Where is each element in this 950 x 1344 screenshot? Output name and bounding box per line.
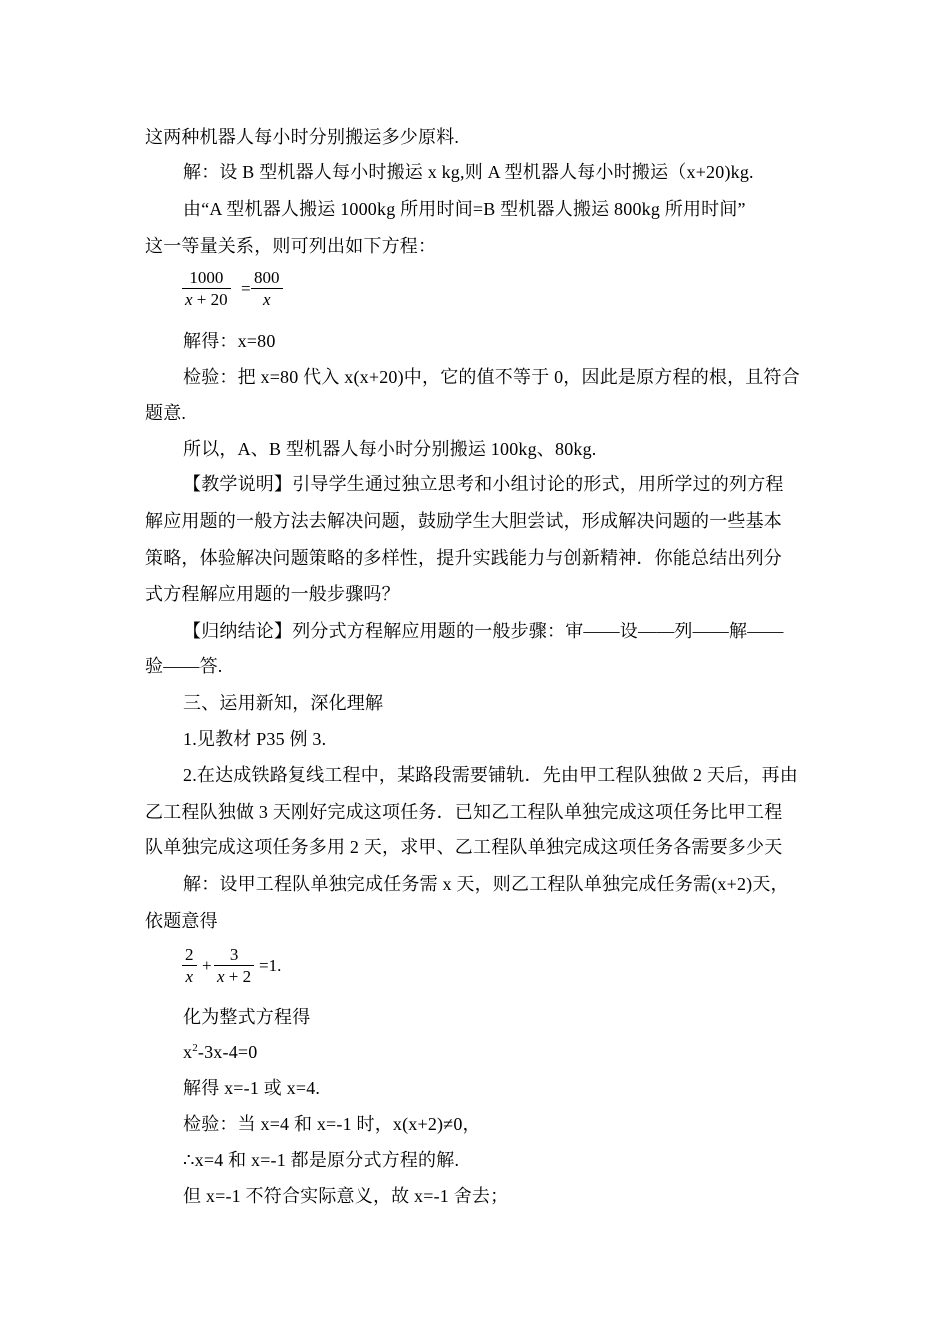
fraction-numerator: 2: [185, 945, 194, 964]
text-line: 依题意得: [145, 911, 218, 931]
fraction-left: [182, 268, 231, 311]
text-line: 题意.: [145, 403, 187, 423]
fraction-denominator: [214, 966, 254, 988]
text-line: 解应用题的一般方法去解决问题，鼓励学生大胆尝试，形成解决问题的一些基本: [145, 511, 782, 531]
term: -3x-4=0: [197, 1042, 258, 1062]
text-line: 但 x=-1 不符合实际意义，故 x=-1 舍去；: [183, 1186, 509, 1206]
fraction-numerator: 800: [254, 268, 280, 287]
text-line: 1.见教材 P35 例 3.: [183, 729, 327, 749]
text-line: 检验：把 x=80 代入 x(x+20)中，它的值不等于 0，因此是原方程的根，且符合: [183, 367, 800, 387]
plus-sign: +: [202, 956, 212, 975]
text-line: 化为整式方程得: [183, 1007, 311, 1027]
variable: x: [262, 290, 271, 309]
text-line: 策略，体验解决问题策略的多样性，提升实践能力与创新精神．你能总结出列分: [145, 548, 782, 568]
fraction-second: [214, 945, 254, 988]
fraction-numerator: 1000: [189, 268, 224, 287]
section-heading: 三、运用新知，深化理解: [183, 693, 384, 713]
text-line: 这两种机器人每小时分别搬运多少原料.: [145, 127, 460, 147]
text-line: 解：设甲工程队单独完成任务需 x 天，则乙工程队单独完成任务需(x+2)天，: [183, 874, 789, 894]
text-line: 解得：x=80: [183, 331, 276, 351]
fraction-denominator: [182, 289, 231, 311]
text-line: 【教学说明】引导学生通过独立思考和小组讨论的形式，用所学过的列方程: [183, 474, 784, 494]
text-line: 验——答.: [145, 656, 223, 676]
variable: x: [185, 290, 193, 309]
denominator-rest: + 2: [224, 967, 252, 986]
text-line: 所以，A、B 型机器人每小时分别搬运 100kg、80kg.: [183, 439, 597, 459]
variable: x: [185, 967, 194, 986]
text-line: 解：设 B 型机器人每小时搬运 x kg,则 A 型机器人每小时搬运（x+20)kg.: [183, 162, 754, 182]
fraction-numerator: 3: [229, 945, 239, 964]
text-line: 队单独完成这项任务多用 2 天，求甲、乙工程队单独完成这项任务各需要多少天: [145, 837, 783, 857]
text-line: 乙工程队独做 3 天刚好完成这项任务．已知乙工程队单独完成这项任务比甲工程: [145, 802, 783, 822]
text-line: 检验：当 x=4 和 x=-1 时，x(x+2)≠0，: [183, 1114, 481, 1134]
variable: x: [217, 967, 225, 986]
equals-sign: =: [241, 279, 251, 298]
text-line: 式方程解应用题的一般步骤吗？: [145, 584, 400, 604]
text-line: 这一等量关系，则可列出如下方程：: [145, 236, 437, 256]
text-line: 2.在达成铁路复线工程中，某路段需要铺轨．先由甲工程队独做 2 天后，再由: [183, 765, 798, 785]
fraction-denominator: [260, 289, 274, 311]
term: x: [183, 1042, 193, 1062]
denominator-rest: + 20: [192, 290, 228, 309]
text-line: 【归纳结论】列分式方程解应用题的一般步骤：审——设——列——解——: [183, 621, 784, 641]
text-line: 解得 x=-1 或 x=4.: [183, 1078, 321, 1098]
fraction-right: [251, 268, 283, 311]
equals-one: =1.: [259, 956, 282, 975]
text-line: ∴x=4 和 x=-1 都是原分式方程的解.: [183, 1150, 460, 1170]
text-line: 由“A 型机器人搬运 1000kg 所用时间=B 型机器人搬运 800kg 所用时间”: [183, 199, 746, 219]
exponent: 2: [192, 1042, 198, 1054]
fraction-first: [182, 945, 197, 988]
fraction-denominator: [182, 966, 196, 988]
equation-line: [183, 1040, 257, 1064]
